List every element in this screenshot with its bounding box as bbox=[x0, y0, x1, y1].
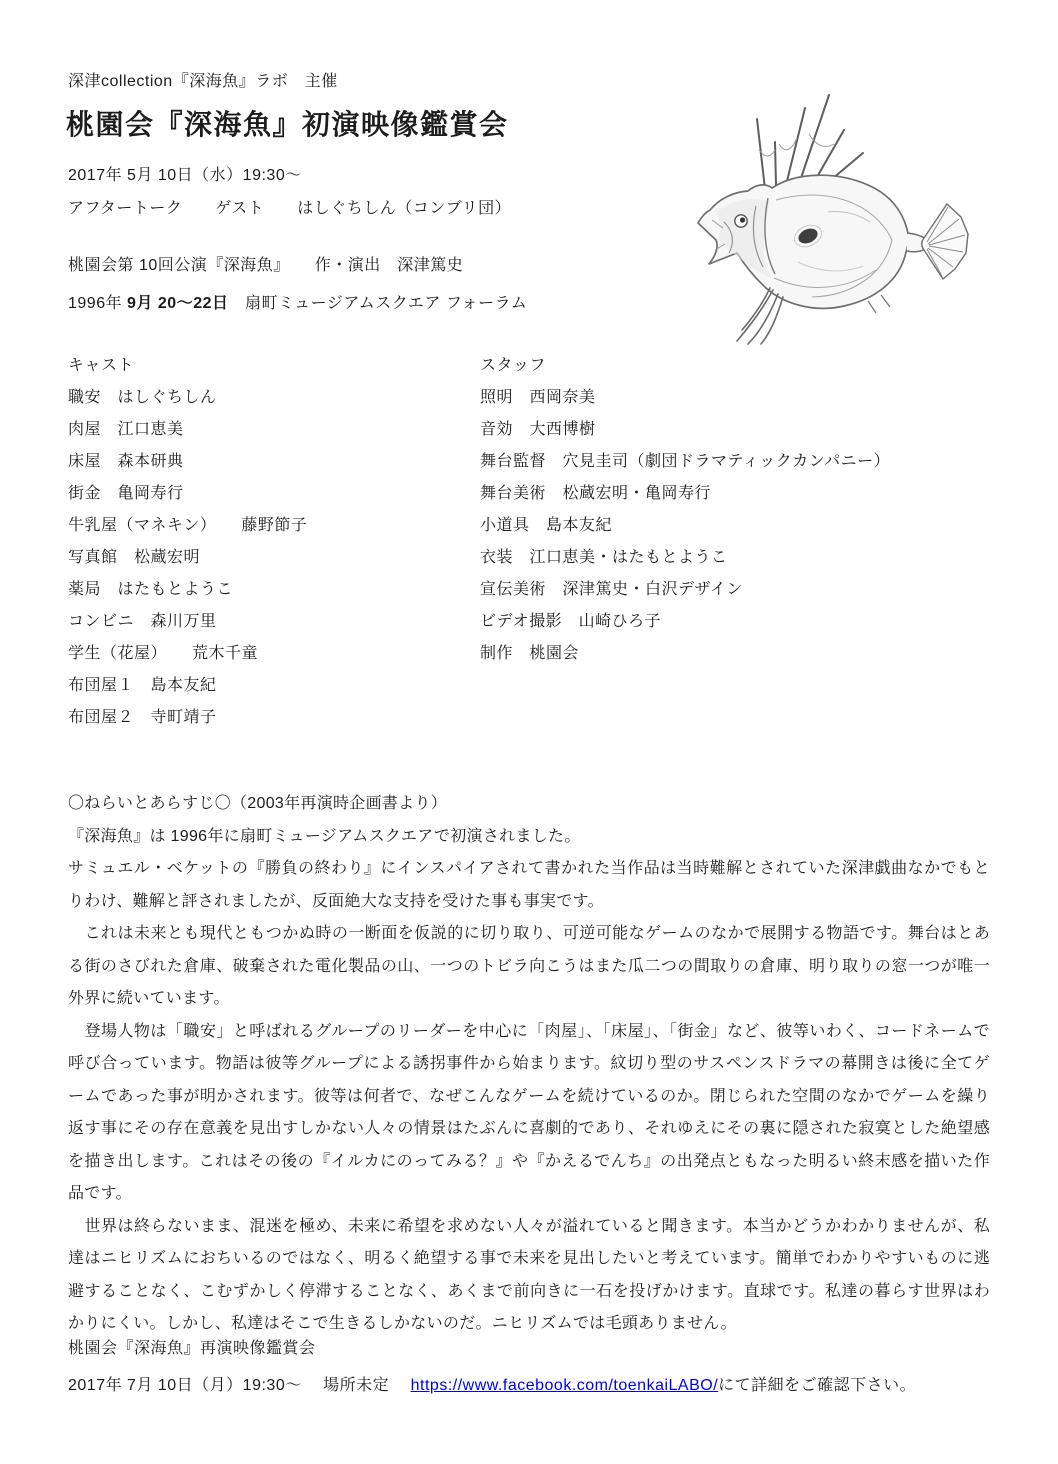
synopsis-paragraph: 世界は終らないまま、混迷を極め、未来に希望を求めない人々が溢れていると聞きます。本当かどうかわかりませんが、私達はニヒリズムにおちいるのではなく、明るく絶望する事で未来を見出したいと考えています。簡単でわかりやすいものに逃避することなく、こむずかしく停滞することなく、あくまで前向きに一石を投げかけます。直球です。私達の暮らす世界はわかりにくい。しかし、私達はそこで生きるしかないのだ。ニヒリズムでは毛頭ありません。 bbox=[68, 1217, 990, 1332]
staff-row: 舞台美術 松蔵宏明・亀岡寿行 bbox=[480, 485, 712, 502]
cast-row: 牛乳屋（マネキン） 藤野節子 bbox=[68, 517, 308, 534]
cast-row: 学生（花屋） 荒木千童 bbox=[68, 645, 259, 662]
staff-row: 小道具 島本友紀 bbox=[480, 517, 613, 534]
synopsis-section bbox=[68, 788, 990, 1341]
cast-row: 布団屋２ 寺町靖子 bbox=[68, 709, 217, 726]
staff-row: 照明 西岡奈美 bbox=[480, 389, 596, 406]
rerun-info-suffix: にて詳細をご確認下さい。 bbox=[718, 1377, 917, 1394]
synopsis-paragraph: これは未来とも現代ともつかぬ時の一断面を仮説的に切り取り、可逆可能なゲームのなかで展開する物語です。舞台はとある街のさびれた倉庫、破棄された電化製品の山、一つのトビラ向こうはまた瓜二つの間取りの倉庫、明り取りの窓一つが唯一外界に続いています。 bbox=[68, 925, 990, 1007]
cast-header: キャスト bbox=[68, 357, 135, 374]
cast-row: 床屋 森本研典 bbox=[68, 453, 184, 470]
staff-row: 衣装 江口恵美・はたもとようこ bbox=[480, 549, 728, 566]
fish-pupil bbox=[740, 217, 745, 222]
fish-head-shading bbox=[716, 199, 772, 278]
cast-row: 肉屋 江口恵美 bbox=[68, 421, 184, 438]
staff-list bbox=[480, 350, 1025, 670]
synopsis-paragraph: サミュエル・ベケットの『勝負の終わり』にインスパイアされて書かれた当作品は当時難解とされていた深津戯曲なかでもとりわけ、難解と評されましたが、反面絶大な支持を受けた事も事実です。 bbox=[68, 860, 990, 910]
production-credit: 桃園会第 10回公演『深海魚』 作・演出 深津篤史 bbox=[68, 257, 464, 274]
footer-section bbox=[68, 1330, 916, 1404]
cast-row: 職安 はしぐちしん bbox=[68, 389, 217, 406]
staff-row: ビデオ撮影 山崎ひろ子 bbox=[480, 613, 662, 630]
organizer-line: 深津collection『深海魚』ラボ 主催 bbox=[68, 73, 338, 90]
synopsis-paragraph: 『深海魚』は 1996年に扇町ミュージアムスクエアで初演されました。 bbox=[68, 827, 581, 845]
john-dory-fish-illustration bbox=[678, 92, 978, 352]
facebook-link[interactable]: https://www.facebook.com/toenkaiLABO/ bbox=[410, 1377, 719, 1394]
aftertalk-line: アフタートーク ゲスト はしぐちしん（コンブリ団） bbox=[68, 200, 512, 217]
premiere-dates: 9月 20〜22日 bbox=[127, 295, 229, 312]
staff-header: スタッフ bbox=[480, 357, 547, 374]
rerun-title: 桃園会『深海魚』再演映像鑑賞会 bbox=[68, 1340, 316, 1357]
staff-row: 宣伝美術 深津篤史・白沢デザイン bbox=[480, 581, 743, 598]
cast-row: コンビニ 森川万里 bbox=[68, 613, 217, 630]
rerun-info-prefix: 2017年 7月 10日（月）19:30〜 場所未定 bbox=[68, 1377, 411, 1394]
synopsis-paragraph: 登場人物は「職安」と呼ばれるグループのリーダーを中心に「肉屋」、「床屋」、「街金」など、彼等いわく、コードネームで呼び合っています。物語は彼等グループによる誘拐事件から始まります。紋切り型のサスペンスドラマの幕開きは後に全てゲームであった事が明かされます。彼等は何者で、なぜこんなゲームを続けているのか。閉じられた空間のなかでゲームを繰り返す事にその存在意義を見出すしかない人々の情景はたぶんに喜劇的であり、それゆえにその裏に隠された寂寞とした絶望感を描き出します。これはその後の『イルカにのってみる？』や『かえるでんち』の出発点ともなった明るい終末感を描いた作品です。 bbox=[68, 1022, 990, 1202]
staff-row: 音効 大西博樹 bbox=[480, 421, 596, 438]
premiere-year: 1996年 bbox=[68, 295, 128, 312]
cast-row: 薬局 はたもとようこ bbox=[68, 581, 234, 598]
staff-row: 制作 桃園会 bbox=[480, 645, 580, 662]
premiere-info bbox=[68, 290, 527, 313]
fish-tail bbox=[922, 204, 968, 279]
cast-row: 布団屋１ 島本友紀 bbox=[68, 677, 217, 694]
event-datetime: 2017年 5月 10日（水）19:30〜 bbox=[68, 167, 302, 184]
synopsis-heading: 〇ねらいとあらすじ〇（2003年再演時企画書より） bbox=[68, 795, 448, 812]
cast-row: 写真館 松蔵宏明 bbox=[68, 549, 201, 566]
staff-row: 舞台監督 穴見圭司（劇団ドラマティックカンパニー） bbox=[480, 453, 891, 470]
page-title: 桃園会『深海魚』初演映像鑑賞会 bbox=[66, 109, 509, 140]
cast-row: 街金 亀岡寿行 bbox=[68, 485, 184, 502]
cast-list bbox=[68, 350, 468, 734]
premiere-venue: 扇町ミュージアムスクエア フォーラム bbox=[228, 295, 528, 312]
rerun-info-line bbox=[68, 1367, 916, 1404]
